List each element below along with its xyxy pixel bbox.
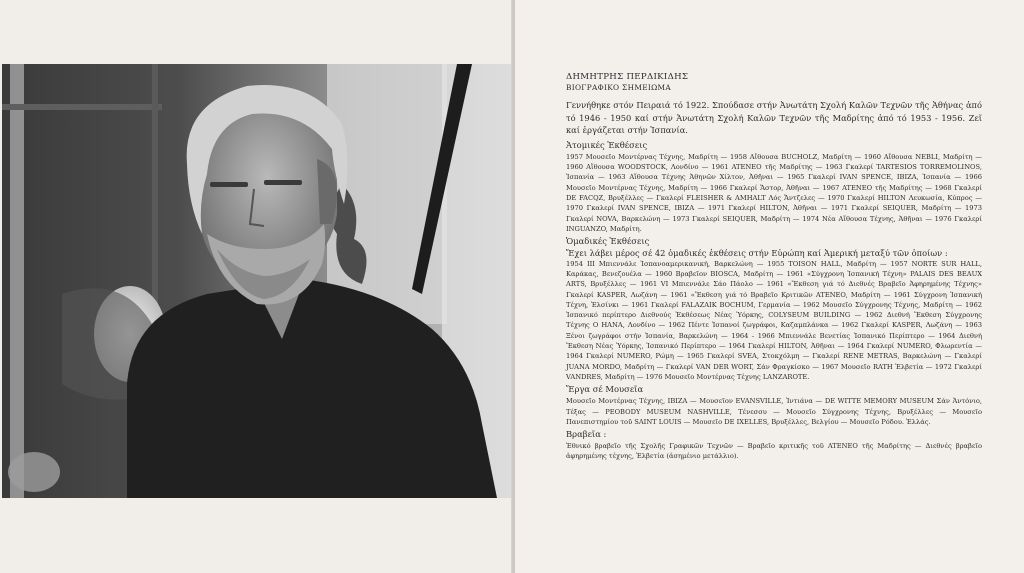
- artist-portrait-photo: [2, 64, 511, 498]
- biography-text: [566, 72, 982, 464]
- biography-subtitle: ΒΙΟΓΡΑΦΙΚΟ ΣΗΜΕΙΩΜΑ: [566, 83, 672, 92]
- artist-name: ΔΗΜΗΤΡΗΣ ΠΕΡΔΙΚΙΔΗΣ: [566, 72, 689, 82]
- awards-title: Βραβεῖα :: [566, 429, 607, 440]
- group-exhibitions-intro: Ἔχει λάβει μέρος σέ 42 ὁμαδικές ἐκθέσεις στήν Εὐρώπη καί Ἀμερική μεταξύ τῶν ὁποίων :: [566, 248, 948, 259]
- solo-exhibitions-list: 1957 Μουσεῖο Μοντέρνας Τέχνης, Μαδρίτη — 1958 Αἴθουσα BUCHOLZ, Μαδρίτη — 1960 Αἴθουσα NEBLI, Μαδρίτη — 1960 Αἴθουσα WOODSTOCK, Λονδίνο — 1961 ATENEO τῆς Μαδρίτης — 1963 Γκαλερί TARTESIOS TORREMOLINOS, Ἰσπανία — 1963 Αἴθουσα Τέχνης Ἀθηνῶν Χίλτον, Ἀθῆναι — 1965 Γκαλερί IVAN SPENCE, IBIZA, Ἰσπανία — 1966 Μουσεῖο Μοντέρνας Τέχνης, Μαδρίτη — 1966 Γκαλερί Ἄστορ, Ἀθῆναι — 1967 ATENEO τῆς Μαδρίτης — 1968 Γκαλερί DE FACQZ, Βρυξέλλες — Γκαλερί FLEISHER & AMHALT Λός Ἄντζελες — 1970 Γκαλερί HILTON Λευκωσία, Κύπρος — 1970 Γκαλερί IVAN SPENCE, IBIZA — 1971 Γκαλερί HILTON, Ἀθῆναι — 1971 Γκαλερί SEIQUER, Μαδρίτη — 1973 Γκαλερί NOVA, Βαρκελώνη — 1973 Γκαλερί SEIQUER, Μαδρίτη — 1974 Νέα Αἴθουσα Τέχνης, Ἀθῆναι — 1976 Γκαλερί INGUANZO, Μαδρίτη.: [566, 152, 982, 233]
- solo-exhibitions-title: Ἀτομικές Ἐκθέσεις: [566, 139, 648, 150]
- group-exhibitions-title: Ὁμαδικές Ἐκθέσεις: [566, 236, 650, 247]
- museum-works-list: Μουσεῖο Μοντέρνας Τέχνης, IBIZA — Μουσεῖον EVANSVILLE, Ἰντιάνα — DE WITTE MEMORY MUSEUM Σάν Ἀντόνιο, Τέξας — PEOBODY MUSEUM NASHVILLE, Τένεσσυ — Μουσεῖο Σύγχρονης Τέχνης, Βρυξέλλες — Μουσεῖο Πανεπιστημίου τοῦ SAINT LOUIS — Μουσεῖο DE IXELLES, Βρυξέλλες, Βελγίου — Μουσεῖο Ρόδου. Ἑλλάς.: [566, 397, 982, 426]
- museum-works-title: Ἔργα σέ Μουσεῖα: [566, 384, 644, 395]
- biography-intro: Γεννήθηκε στόν Πειραιά τό 1922. Σπούδασε στήν Ἀνωτάτη Σχολή Καλῶν Τεχνῶν τῆς Ἀθήνας ἀπό τό 1946 - 1950 καί στήν Ἀνωτάτη Σχολή Καλῶν Τεχνῶν τῆς Μαδρίτης ἀπό τό 1953 - 1956. Ζεῖ καί ἐργάζεται στήν Ἰσπανία.: [566, 100, 982, 136]
- group-exhibitions-list: 1954 III Μπιεννάλε Ἰσπανοαμερικανική, Βαρκελώνη — 1955 TOISON HALL, Μαδρίτη — 1957 NORTE SUR HALL, Καράκας, Βενεζουέλα — 1960 Βραβεῖον BIOSCA, Μαδρίτη — 1961 «Σύγχρονη Ἰσπανική Τέχνη» PALAIS DES BEAUX ARTS, Βρυξέλλες — 1961 VI Μπιεννάλε Σάο Πάολο — 1961 «Ἔκθεση γιά τό Διεθνές Βραβεῖο Ἀφηρημένης Τέχνης» Γκαλερί KASPER, Λωζάνη — 1961 «Ἔκθεση γιά τό Βραβεῖο Κριτικῶν ATENEO, Μαδρίτη — 1961 Σύγχρονη Ἰσπανική Τέχνη, Ἐλσίνκι — 1961 Γκαλερί FALAZAIK BOCHUM, Γερμανία — 1962 Μουσεῖο Σύγχρονης Τέχνης, Μαδρίτη — 1962 Ἰσπανικό περίπτερο Διεθνούς Ἐκθέσεως Νέας Ὑόρκης, COLYSEUM BUILDING — 1962 Διεθνή Ἔκθεση Σύγχρονης Τέχνης Ο HANA, Λονδίνο — 1962 Πέντε Ἰσπανοί ζωγράφοι, Καζαμπλάνκα — 1962 Γκαλερί KASPER, Λωζάνη — 1963 Ξένοι ζωγράφοι στήν Ἰσπανία, Βαρκελώνη — 1964 - 1966 Μπιεννάλε Βενετίας Ἰσπανικό Περίπτερο — 1964 Διεθνή Ἔκθεση Νέας Ὑόρκης, Ἰσπανικό Περίπτερο — 1964 Γκαλερί HILTON, Ἀθῆναι — 1964 Γκαλερί NUMERO, Φλωρεντία — 1964 Γκαλερί NUMERO, Ρώμη — 1965 Γκαλερί SVEA, Στοκχόλμη — Γκαλερί RENE METRAS, Βαρκελώνη — Γκαλερί JUANA MORDO, Μαδρίτη — Γκαλερί VAN DER WORT, Σάν Φραγκίσκο — 1967 Μουσεῖο RATH Ἑλβετία — 1972 Γκαλερί VANDRES, Μαδρίτη — 1976 Μουσεῖο Μοντέρνας Τέχνης LANZAROTE.: [566, 259, 982, 381]
- awards-list: Ἐθνικό βραβεῖο τῆς Σχολῆς Γραφικῶν Τεχνῶν — Βραβεῖο κριτικῆς τοῦ ATENEO τῆς Μαδρίτης — Διεθνές βραβεῖο ἀφηρημένης τέχνης, Ἑλβετία (ἀσημένιο μετάλλιο).: [566, 442, 982, 461]
